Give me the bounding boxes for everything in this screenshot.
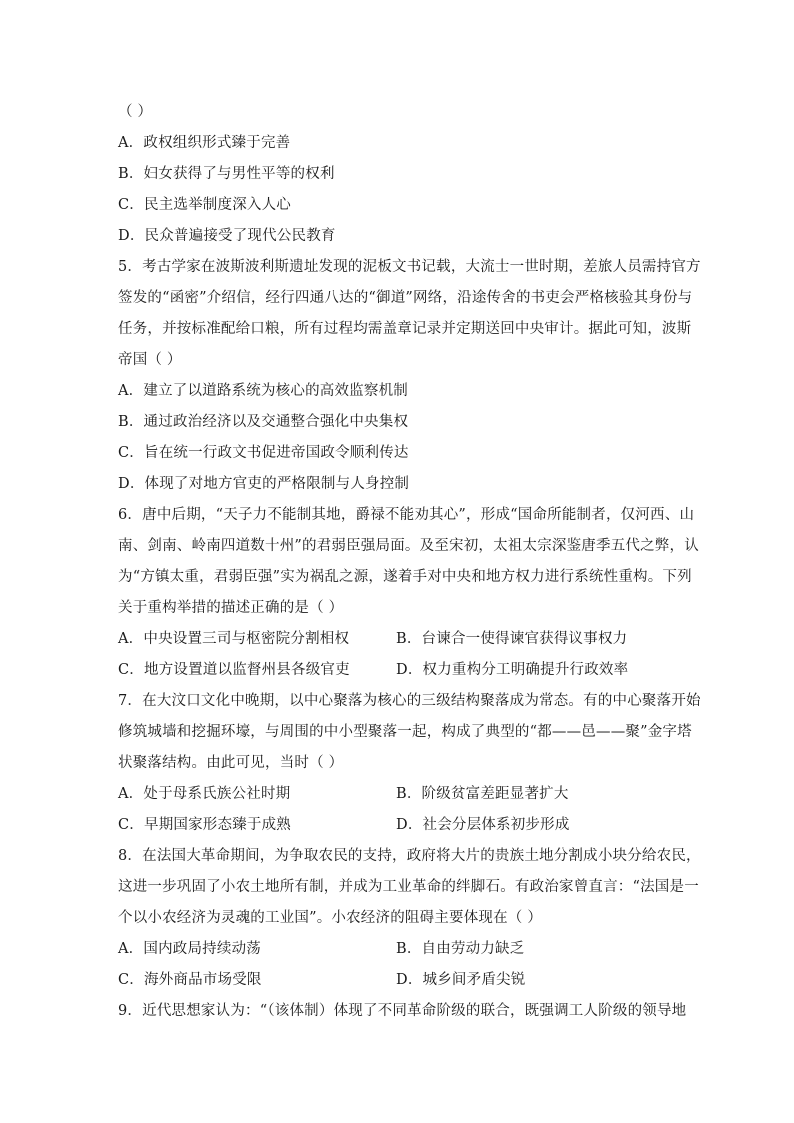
q5-option-a: A．建立了以道路系统为核心的高效监察机制: [118, 383, 408, 399]
q7-option-row: [118, 784, 569, 804]
q4-option-b: B．妇女获得了与男性平等的权利: [118, 166, 335, 182]
q4-answer-paren: （ ）: [118, 104, 153, 120]
q7-option-a: A．处于母系氏族公社时期: [118, 786, 291, 802]
q4-option-d: D．民众普遍接受了现代公民教育: [118, 228, 336, 244]
q6-option-d: D．权力重构分工明确提升行政效率: [396, 662, 629, 678]
q7-option-row: [118, 815, 570, 835]
q6-stem-line: 关于重构举措的描述正确的是（ ）: [118, 600, 344, 616]
q6-stem-line: 为“方镇太重，君弱臣强”实为祸乱之源，遂着手对中央和地方权力进行系统性重构。下列: [118, 569, 692, 585]
q8-option-row: [118, 970, 526, 990]
q5-stem-line: 任务，并按标准配给口粮，所有过程均需盖章记录并定期送回中央审计。据此可知，波斯: [118, 321, 692, 337]
q6-stem-line: 6．唐中后期，“天子力不能制其地，爵禄不能劝其心”，形成“国命所能制者，仅河西、山: [118, 507, 695, 523]
q5-stem-line: 签发的“函密”介绍信，经行四通八达的“御道”网络，沿途传舍的书吏会严格核验其身份与: [118, 290, 693, 306]
q6-option-c: C．地方设置道以监督州县各级官吏: [118, 662, 350, 678]
q5-option-c: C．旨在统一行政文书促进帝国政令顺利传达: [118, 445, 409, 461]
q6-option-row: [118, 629, 628, 649]
q8-option-a: A．国内政局持续动荡: [118, 941, 261, 957]
q4-option-a: A．政权组织形式臻于完善: [118, 135, 291, 151]
q9-stem-line: 9．近代思想家认为：“（该体制）体现了不同革命阶级的联合，既强调工人阶级的领导地: [118, 1003, 687, 1019]
q8-option-d: D．城乡间矛盾尖锐: [396, 972, 526, 988]
q6-option-row: [118, 660, 629, 680]
q7-stem-line: 状聚落结构。由此可见，当时（ ）: [118, 755, 344, 771]
q8-option-row: [118, 939, 525, 959]
q7-stem-line: 修筑城墙和挖掘环壕，与周围的中小型聚落一起，构成了典型的“都——邑——聚”金字塔: [118, 724, 692, 740]
q7-option-d: D．社会分层体系初步形成: [396, 817, 570, 833]
q7-option-b: B．阶级贫富差距显著扩大: [396, 786, 569, 802]
q6-stem-line: 南、剑南、岭南四道数十州”的君弱臣强局面。及至宋初，太祖太宗深鉴唐季五代之弊，认: [118, 538, 699, 554]
q8-stem-line: 个以小农经济为灵魂的工业国”。小农经济的阻碍主要体现在（ ）: [118, 910, 543, 926]
q5-stem-line: 5．考古学家在波斯波利斯遗址发现的泥板文书记载，大流士一世时期，差旅人员需持官方: [118, 259, 701, 275]
q4-option-c: C．民主选举制度深入人心: [118, 197, 291, 213]
q8-option-b: B．自由劳动力缺乏: [396, 941, 525, 957]
q6-option-b: B．台谏合一使得谏官获得议事权力: [396, 631, 628, 647]
q7-option-c: C．早期国家形态臻于成熟: [118, 817, 291, 833]
q8-stem-line: 这进一步巩固了小农土地所有制，并成为工业革命的绊脚石。有政治家曾直言：“法国是一: [118, 879, 699, 895]
q8-stem-line: 8．在法国大革命期间，为争取农民的支持，政府将大片的贵族土地分割成小块分给农民，: [118, 848, 701, 864]
q5-stem-line: 帝国（ ）: [118, 352, 182, 368]
q6-option-a: A．中央设置三司与枢密院分割相权: [118, 631, 350, 647]
q5-option-d: D．体现了对地方官吏的严格限制与人身控制: [118, 476, 410, 492]
q5-option-b: B．通过政治经济以及交通整合强化中央集权: [118, 414, 409, 430]
q8-option-c: C．海外商品市场受限: [118, 972, 262, 988]
q7-stem-line: 7．在大汶口文化中晚期，以中心聚落为核心的三级结构聚落成为常态。有的中心聚落开始: [118, 693, 701, 709]
